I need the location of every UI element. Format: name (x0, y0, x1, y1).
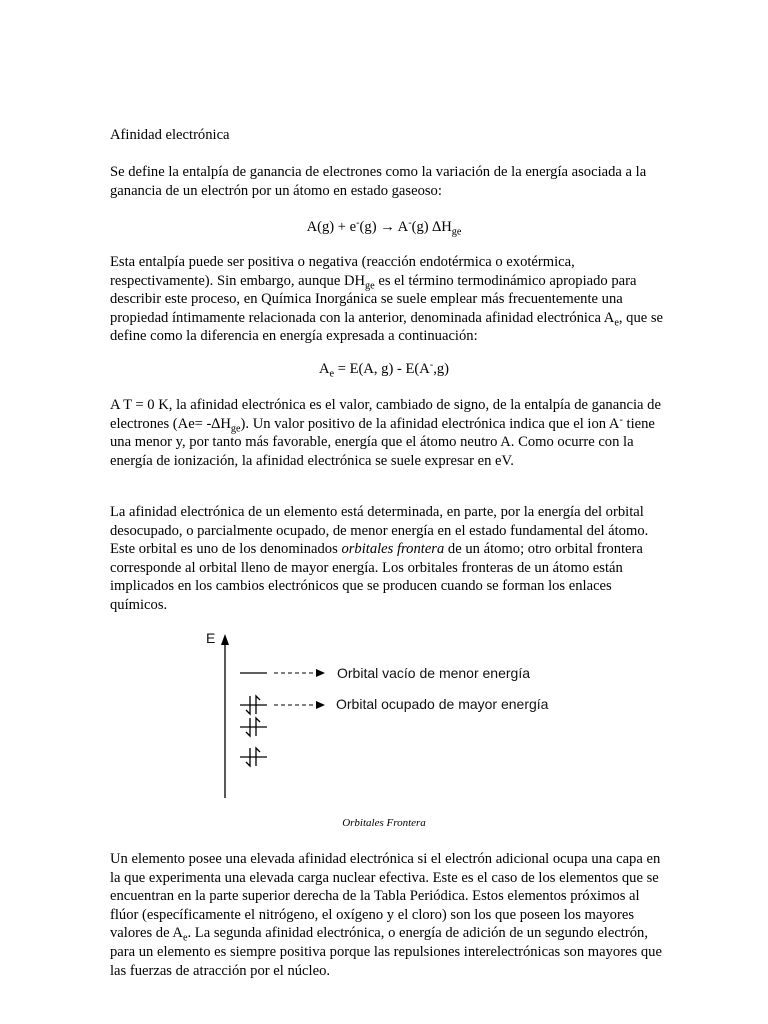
occupied-orbital-1 (240, 696, 267, 714)
occupied-orbital-2 (240, 718, 267, 736)
energy-axis-arrowhead (221, 634, 229, 645)
paragraph-enthalpy: Esta entalpía puede ser positiva o negativa (reacción endotérmica o exotérmica, respectivamente). Sin embargo, aunque $DH_{ge}$ es el término termodinámico apropiado para describir este proceso, en Química Inorgánica se suele emplear más frecuentemente una propiedad íntimamente relacionada con la anterior, denominada afinidad electrónica $A_e$, que se define como la diferencia en energía expresada a continuación: (110, 254, 664, 345)
paragraph-frontier-orbitals: La afinidad electrónica de un elemento está determinada, en parte, por la energía del orbital desocupado, o parcialmente ocupado, de menor energía en el estado fundamental del átomo. Este orbital es uno de los denominados orbitales frontera de un átomo; otro orbital frontera corresponde al orbital lleno de mayor energía. Los orbitales fronteras de un átomo están implicados en los cambios electrónicos que se producen cuando se forman los enlaces químicos. (110, 504, 649, 613)
occupied-orbital-arrowhead (316, 701, 325, 709)
section-title: Afinidad electrónica (110, 127, 230, 143)
occupied-orbital-3 (240, 748, 267, 766)
emphasis-orbitales-frontera: orbitales frontera (341, 541, 445, 558)
equation-electron-gain: A(g) + e-(g) → A-(g) $\Delta H_{ge}$ (306, 217, 462, 238)
orbital-diagram-svg (200, 628, 560, 803)
paragraph-zero-kelvin: A T = 0 K, la afinidad electrónica es el valor, cambiado de signo, de la entalpía de ganancia de electrones $(Ae= -\Delta H_{ge})$. Un valor positivo de la afinidad electrónica indica que el ion A- tiene una menor y, por tanto más favorable, energía que el átomo neutro A. Como ocurre con la energía de ionización, la afinidad electrónica se suele expresar en eV. (110, 397, 661, 469)
empty-orbital-arrowhead (316, 669, 325, 677)
paragraph-high-affinity: Un elemento posee una elevada afinidad electrónica si el electrón adicional ocupa una capa en la que experimenta una elevada carga nuclear efectiva. Este es el caso de los elementos que se encuentran en la parte superior derecha de la Tabla Periódica. Estos elementos próximos al flúor (específicamente el nitrógeno, el oxígeno y el cloro) son los que poseen los mayores valores de $A_e$. La segunda afinidad electrónica, o energía de adición de un segundo electrón, para un elemento es siempre positiva porque las repulsiones interelectrónicas son mayores que las fuerzas de atracción por el núcleo. (110, 851, 662, 979)
frontier-orbitals-diagram (200, 628, 560, 803)
label-occupied-orbital: Orbital ocupado de mayor energía (336, 696, 549, 712)
paragraph-definition: Se define la entalpía de ganancia de electrones como la variación de la energía asociada a la ganancia de un electrón por un átomo en estado gaseoso: (110, 164, 647, 199)
label-empty-orbital: Orbital vacío de menor energía (337, 665, 530, 681)
figure-caption: Orbitales Frontera (342, 817, 426, 829)
equation-affinity: $A_e = E(A$, g) - E(A-,g) (318, 359, 450, 380)
energy-axis-label: E (206, 630, 216, 646)
